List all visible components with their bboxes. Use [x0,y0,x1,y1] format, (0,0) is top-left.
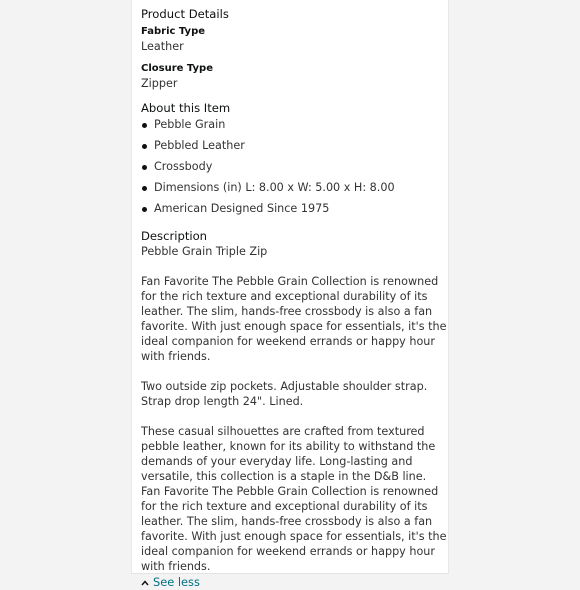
see-less-label[interactable]: See less [153,575,200,589]
description-heading: Description [141,229,208,243]
bullet-text: Crossbody [154,160,213,173]
list-item [141,117,448,133]
chevron-up-icon [141,579,149,587]
bullet-dot-icon [142,207,147,212]
product-details-heading: Product Details [141,7,229,21]
list-item [141,201,448,217]
fabric-type-label: Fabric Type [141,26,206,37]
description-paragraph-1: Fan Favorite The Pebble Grain Collection is renowned for the rich texture and exceptional durability of its leather. The slim, hands-free crossbody is also a fan favorite. With just enough space for essentials, it's the ideal companion for weekend errands or happy hour with friends. [141,275,447,363]
description-title: Pebble Grain Triple Zip [141,245,268,258]
about-bullet-list [141,117,448,217]
see-less-link[interactable] [141,575,448,590]
bullet-text: Pebble Grain [154,118,226,131]
fabric-type-value: Leather [141,40,184,53]
description-paragraph-2: Two outside zip pockets. Adjustable shoulder strap. Strap drop length 24". Lined. [141,380,428,408]
bullet-dot-icon [142,165,147,170]
about-heading: About this Item [141,101,231,115]
bullet-text: Pebbled Leather [154,139,245,152]
closure-type-value: Zipper [141,77,178,90]
description-paragraph-4: Fan Favorite The Pebble Grain Collection is renowned for the rich texture and exceptional durability of its leather. The slim, hands-free crossbody is also a fan favorite. With just enough space for essentials, it's the ideal companion for weekend errands or happy hour with friends. [141,485,447,573]
bullet-dot-icon [142,186,147,191]
description-paragraph-3: These casual silhouettes are crafted from textured pebble leather, known for its ability to withstand the demands of your everyday life. Long-lasting and versatile, this collection is a staple in the D&B line. [141,425,436,483]
bullet-dot-icon [142,144,147,149]
closure-type-label: Closure Type [141,63,213,74]
bullet-text: Dimensions (in) L: 8.00 x W: 5.00 x H: 8.00 [154,181,395,194]
list-item [141,138,448,154]
bullet-text: American Designed Since 1975 [154,202,330,215]
list-item [141,180,448,196]
list-item [141,159,448,175]
bullet-dot-icon [142,123,147,128]
product-detail-card [131,0,449,589]
